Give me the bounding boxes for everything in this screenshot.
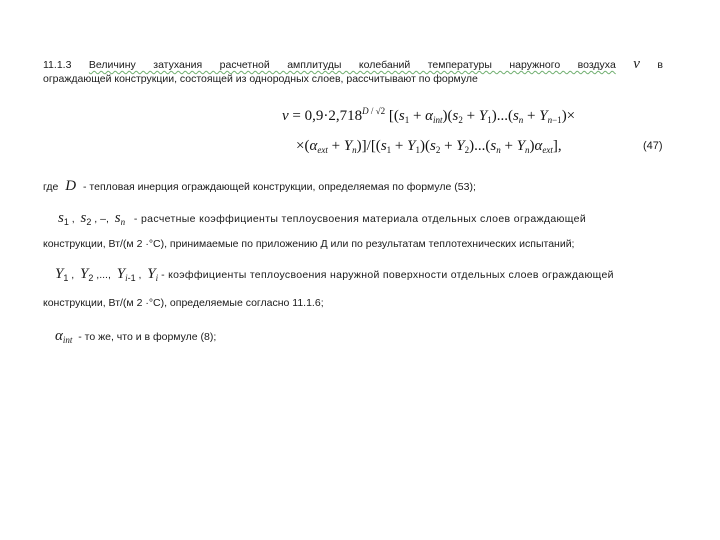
def-s: s1 , s2 , –, sn - расчетные коэффициенты теплоусвоения материала отдельных слоев ограждающей: [58, 210, 587, 227]
def-d: [43, 180, 476, 194]
nu-symbol: ν: [633, 56, 640, 72]
def-y-line-2: [43, 297, 324, 310]
d-symbol: D: [65, 178, 77, 194]
def-s-line-2: [43, 238, 574, 251]
para-line-2: [43, 73, 478, 86]
formula-row-2: $\times(\alpha_{ext} + Y_n)]/[(s_1 + Y_1)(s_2 + Y_2)...(s_n + Y_n)\alpha_{ext}]$,: [296, 138, 562, 155]
def-s-text: - расчетные коэффициенты теплоусвоения материала отдельных слоев ограждающей: [133, 213, 587, 225]
def-s-text-2: конструкции, Вт/(м 2 ·°С), принимаемые по приложению Д или по результатам теплотехнических испытаний;: [43, 238, 575, 250]
para-text-2: ограждающей конструкции, состоящей из однородных слоев, рассчитывают по формуле: [43, 73, 478, 85]
def-alpha: αint - то же, что и в формуле (8);: [55, 328, 217, 345]
para-text-1: Величину затухания расчетной амплитуды колебаний температуры наружного воздуха: [88, 59, 616, 71]
para-line-1: [43, 58, 663, 72]
def-alpha-text: - то же, что и в формуле (8);: [78, 331, 217, 343]
def-y-text: - коэффициенты теплоусвоения наружной поверхности отдельных слоев ограждающей: [161, 269, 614, 281]
formula-number: (47): [643, 140, 663, 152]
section-number: 11.1.3: [43, 59, 72, 71]
def-y: Y1 , Y2 ,..., Yi-1 , Yi - коэффициенты теплоусвоения наружной поверхности отдельных слоев ограждающей: [55, 266, 614, 283]
where-label: где: [43, 181, 59, 193]
formula-row-1: $\nu = 0,9\cdot 2,718^{D / √2}$ [$(s_1 + \alpha_{int})(s_2 + Y_1)...(s_n + Y_{n-1})\times$: [282, 106, 576, 125]
def-y-text-2: конструкции, Вт/(м 2 ·°С), определяемые согласно 11.1.6;: [43, 297, 324, 309]
def-d-text: - тепловая инерция ограждающей конструкции, определяемая по формуле (53);: [83, 181, 476, 193]
para-tail: в: [657, 59, 663, 71]
